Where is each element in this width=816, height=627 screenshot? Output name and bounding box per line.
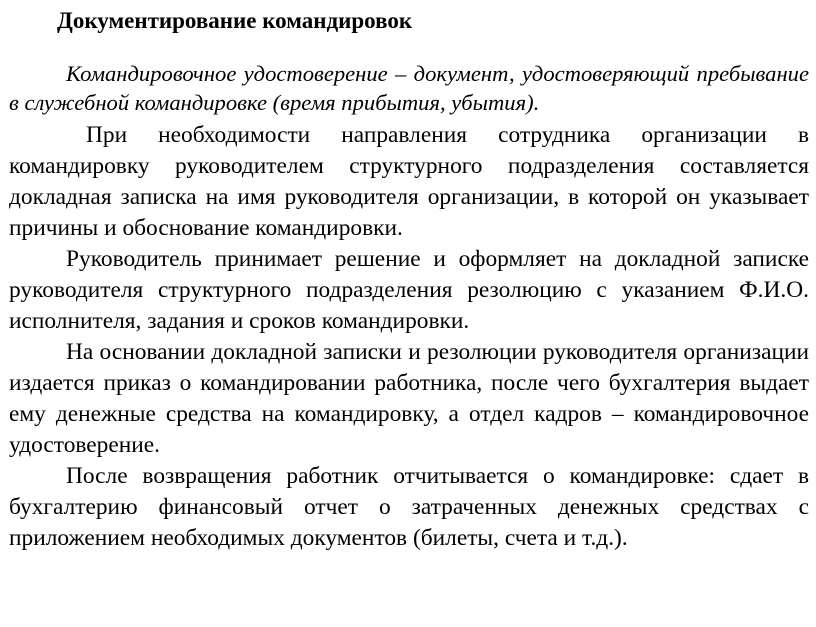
- body-paragraph-2: Руководитель принимает решение и оформляет на докладной записке руководителя структурного подразделения резолюцию с указанием Ф.И.О. исполнителя, задания и сроков командировки.: [9, 246, 809, 334]
- body-paragraph-3: На основании докладной записки и резолюции руководителя организации издается приказ о командировании работника, после чего бухгалтерия выдает ему денежные средства на командировку, а отдел кадров – командировочное удостоверение.: [9, 339, 809, 458]
- document-title: Документирование командировок: [57, 8, 413, 33]
- body-paragraph-1: При необходимости направления сотрудника организации в командировку руководителем структурного подразделения составляется докладная записка на имя руководителя организации, в которой он указывает причины и обоснование командировки.: [9, 122, 809, 241]
- definition-paragraph: Командировочное удостоверение – документ, удостоверяющий пребывание в служебной командировке (время прибытия, убытия).: [9, 61, 809, 115]
- body-paragraph-4: После возвращения работник отчитывается о командировке: сдает в бухгалтерию финансовый отчет о затраченных денежных средствах с приложением необходимых документов (билеты, счета и т.д.).: [9, 463, 809, 551]
- document-page: [9, 4, 809, 554]
